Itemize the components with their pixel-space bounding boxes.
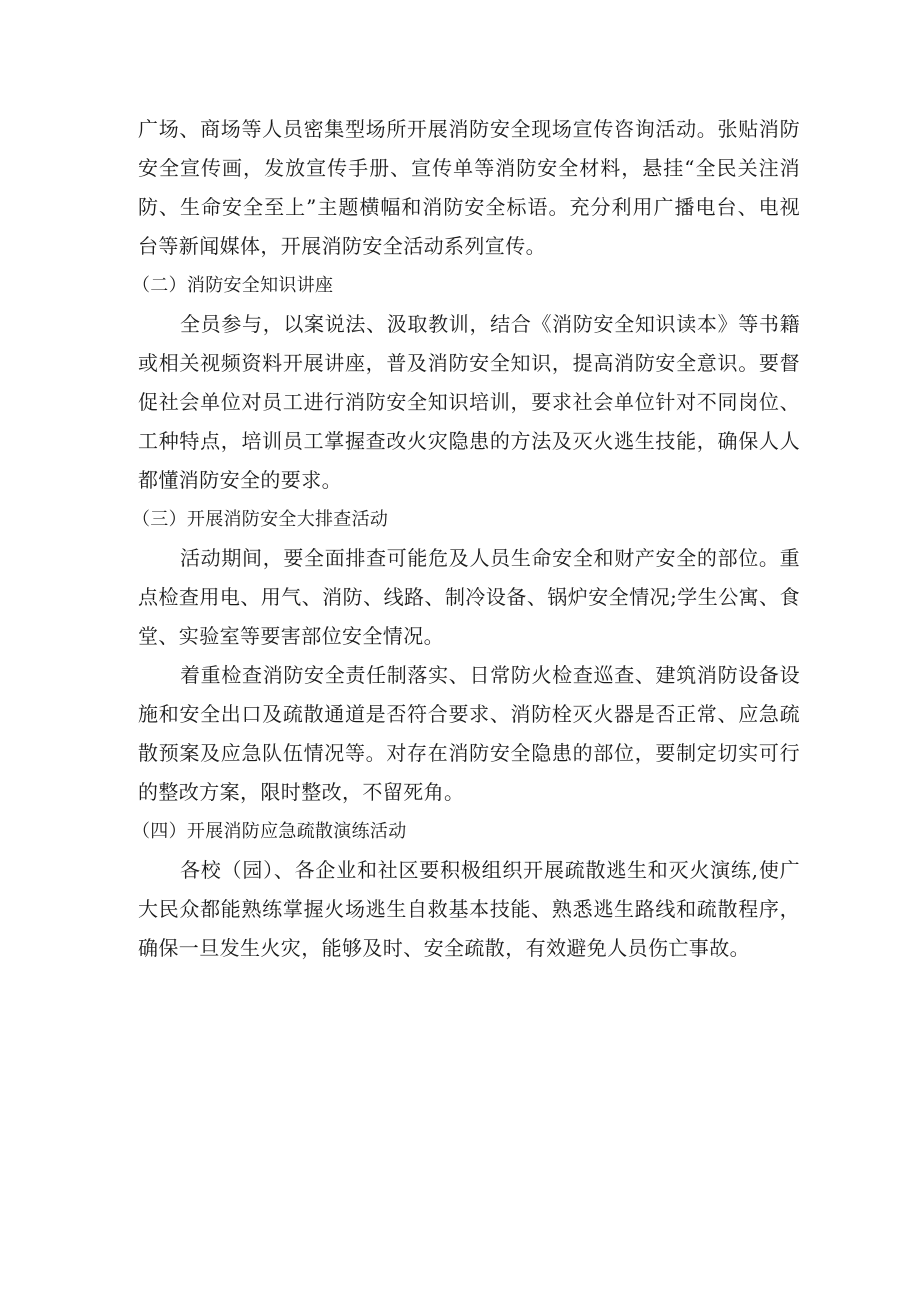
paragraph-inspection-focus: 着重检查消防安全责任制落实、日常防火检查巡查、建筑消防设备设施和安全出口及疏散通道是否符合要求、消防栓灭火器是否正常、应急疏散预案及应急队伍情况等。对存在消防安全隐患的部位，要制定切实可行的整改方案，限时整改，不留死角。 bbox=[138, 663, 800, 804]
paragraph-lecture: 全员参与，以案说法、汲取教训，结合《消防安全知识读本》等书籍或相关视频资料开展讲座，普及消防安全知识，提高消防安全意识。要督促社会单位对员工进行消防安全知识培训，要求社会单位针对不同岗位、工种特点，培训员工掌握查改火灾隐患的方法及灭火逃生技能，确保人人都懂消防安全的要求。 bbox=[138, 312, 800, 492]
heading-knowledge-lecture: （二）消防安全知识讲座 bbox=[132, 275, 334, 296]
paragraph-inspection-scope: 活动期间，要全面排查可能危及人员生命安全和财产安全的部位。重点检查用电、用气、消防、线路、制冷设备、锅炉安全情况;学生公寓、食堂、实验室等要害部位安全情况。 bbox=[138, 546, 800, 648]
heading-safety-inspection: （三）开展消防安全大排查活动 bbox=[132, 509, 389, 530]
heading-evacuation-drill: （四）开展消防应急疏散演练活动 bbox=[132, 821, 407, 842]
paragraph-publicity: 广场、商场等人员密集型场所开展消防安全现场宣传咨询活动。张贴消防安全宣传画，发放宣传手册、宣传单等消防安全材料，悬挂“全民关注消防、生命安全至上”主题横幅和消防安全标语。充分利用广播电台、电视台等新闻媒体，开展消防安全活动系列宣传。 bbox=[138, 117, 800, 258]
paragraph-evacuation-drill: 各校（园）、各企业和社区要积极组织开展疏散逃生和灭火演练,使广大民众都能熟练掌握火场逃生自救基本技能、熟悉逃生路线和疏散程序，确保一旦发生火灾，能够及时、安全疏散，有效避免人员伤亡事故。 bbox=[138, 858, 800, 960]
